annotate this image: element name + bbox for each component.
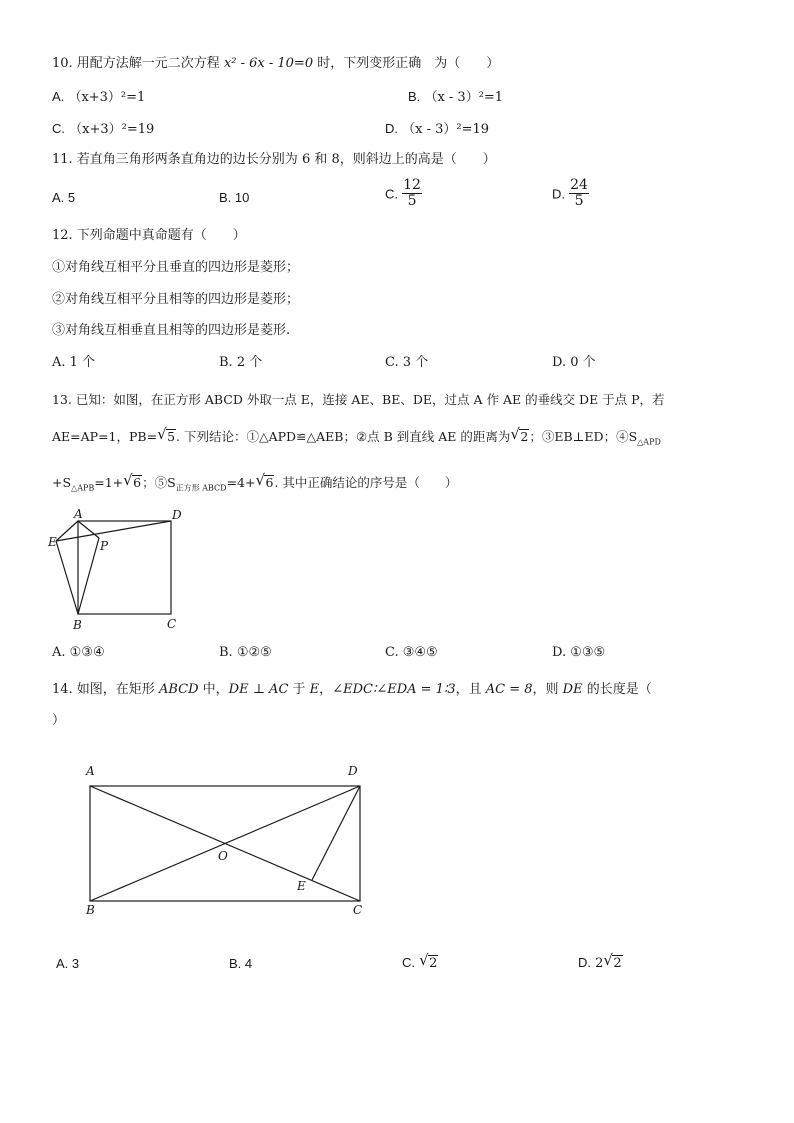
q14-option-c: C. √ 2	[402, 951, 438, 971]
sqrt-2-option: √ 2	[419, 951, 438, 971]
q13-line-3: $+S_{\triangle APB}=1+$ √ 6；$⑤S_{正方形 ABCD}=4+$ √ 6. 其中正确结论的序号是（ ）	[52, 471, 458, 493]
q12-option-a: A. 1 个	[52, 355, 96, 370]
sqrt-5: √ 5	[157, 425, 176, 444]
q12-stem: 12. 下列命题中真命题有（ ）	[52, 228, 246, 243]
sqrt-6: √ 6	[123, 471, 142, 490]
q11-option-c: C. $\frac{12}{5}$	[385, 177, 421, 210]
q13-option-b: B. ①②⑤	[219, 645, 272, 660]
q14-option-a: A. 3	[56, 956, 80, 971]
q14-line-1: 14. 如图，在矩形 ABCD 中，DE ⊥ AC 于 E，∠EDC∶∠EDA = 1∶3，且 AC = 8，则 DE 的长度是（	[52, 682, 652, 697]
q11-option-a: A. 5	[52, 190, 76, 205]
q10-option-b: B. （x - 3）²=1	[408, 89, 504, 105]
label-O: O	[218, 849, 228, 863]
q13-option-a: A. ①③④	[52, 645, 105, 660]
q14-option-b: B. 4	[229, 956, 253, 971]
q10-stem: 10. 用配方法解一元二次方程 x² - 6x - 10=0 时，下列变形正确 为（ ）	[52, 56, 500, 71]
sqrt-2: √ 2	[510, 425, 529, 444]
label-P: P	[100, 539, 109, 553]
q14-line-2: ）	[52, 713, 66, 728]
q10-option-c: C. （x+3）²=19	[52, 121, 155, 137]
label-A: A	[74, 507, 83, 521]
label-C: C	[353, 903, 363, 917]
label-E: E	[48, 535, 57, 549]
label-D: D	[172, 508, 182, 522]
sqrt-6b: √ 6	[255, 471, 274, 490]
q14-figure-rectangle	[80, 760, 380, 922]
label-E: E	[297, 879, 306, 893]
q12-option-b: B. 2 个	[219, 355, 263, 370]
fraction-24-5: $\frac{24}{5}$	[570, 177, 588, 210]
q13-figure-square	[46, 505, 186, 635]
q12-option-c: C. 3 个	[385, 355, 429, 370]
q11-stem: 11. 若直角三角形两条直角边的边长分别为 6 和 8，则斜边上的高是（ ）	[52, 152, 496, 167]
sqrt-2-option-d: √ 2	[603, 951, 622, 971]
q13-line-1: 13. 已知：如图，在正方形 ABCD 外取一点 E，连接 AE、BE、DE，过点 A 作 AE 的垂线交 DE 于点 P，若	[52, 392, 665, 407]
label-B: B	[73, 618, 82, 632]
q14-option-d: D. 2 √ 2	[578, 951, 622, 971]
label-C: C	[167, 617, 177, 631]
label-B: B	[86, 903, 95, 917]
q12-statement-3: ③对角线互相垂直且相等的四边形是菱形.	[52, 323, 291, 338]
q11-option-d: D. $\frac{24}{5}$	[552, 177, 588, 210]
q11-option-b: B. 10	[219, 190, 250, 205]
q13-line-2: AE=AP=1，PB= √ 5. 下列结论：①△APD≌△AEB；②点 B 到直线 AE 的距离为 √ 2；③EB⊥ED；$④S_{\triangle APD}$	[52, 425, 661, 447]
q10-option-d: D. （x - 3）²=19	[385, 121, 490, 137]
fraction-12-5: $\frac{12}{5}$	[403, 177, 421, 210]
label-D: D	[348, 764, 358, 778]
q12-option-d: D. 0 个	[552, 355, 596, 370]
q12-statement-2: ②对角线互相平分且相等的四边形是菱形；	[52, 292, 300, 307]
q13-option-c: C. ③④⑤	[385, 645, 438, 660]
q13-option-d: D. ①③⑤	[552, 645, 606, 660]
q10-option-a: A. （x+3）²=1	[52, 89, 146, 105]
label-A: A	[86, 764, 95, 778]
q12-statement-1: ①对角线互相平分且垂直的四边形是菱形；	[52, 260, 300, 275]
